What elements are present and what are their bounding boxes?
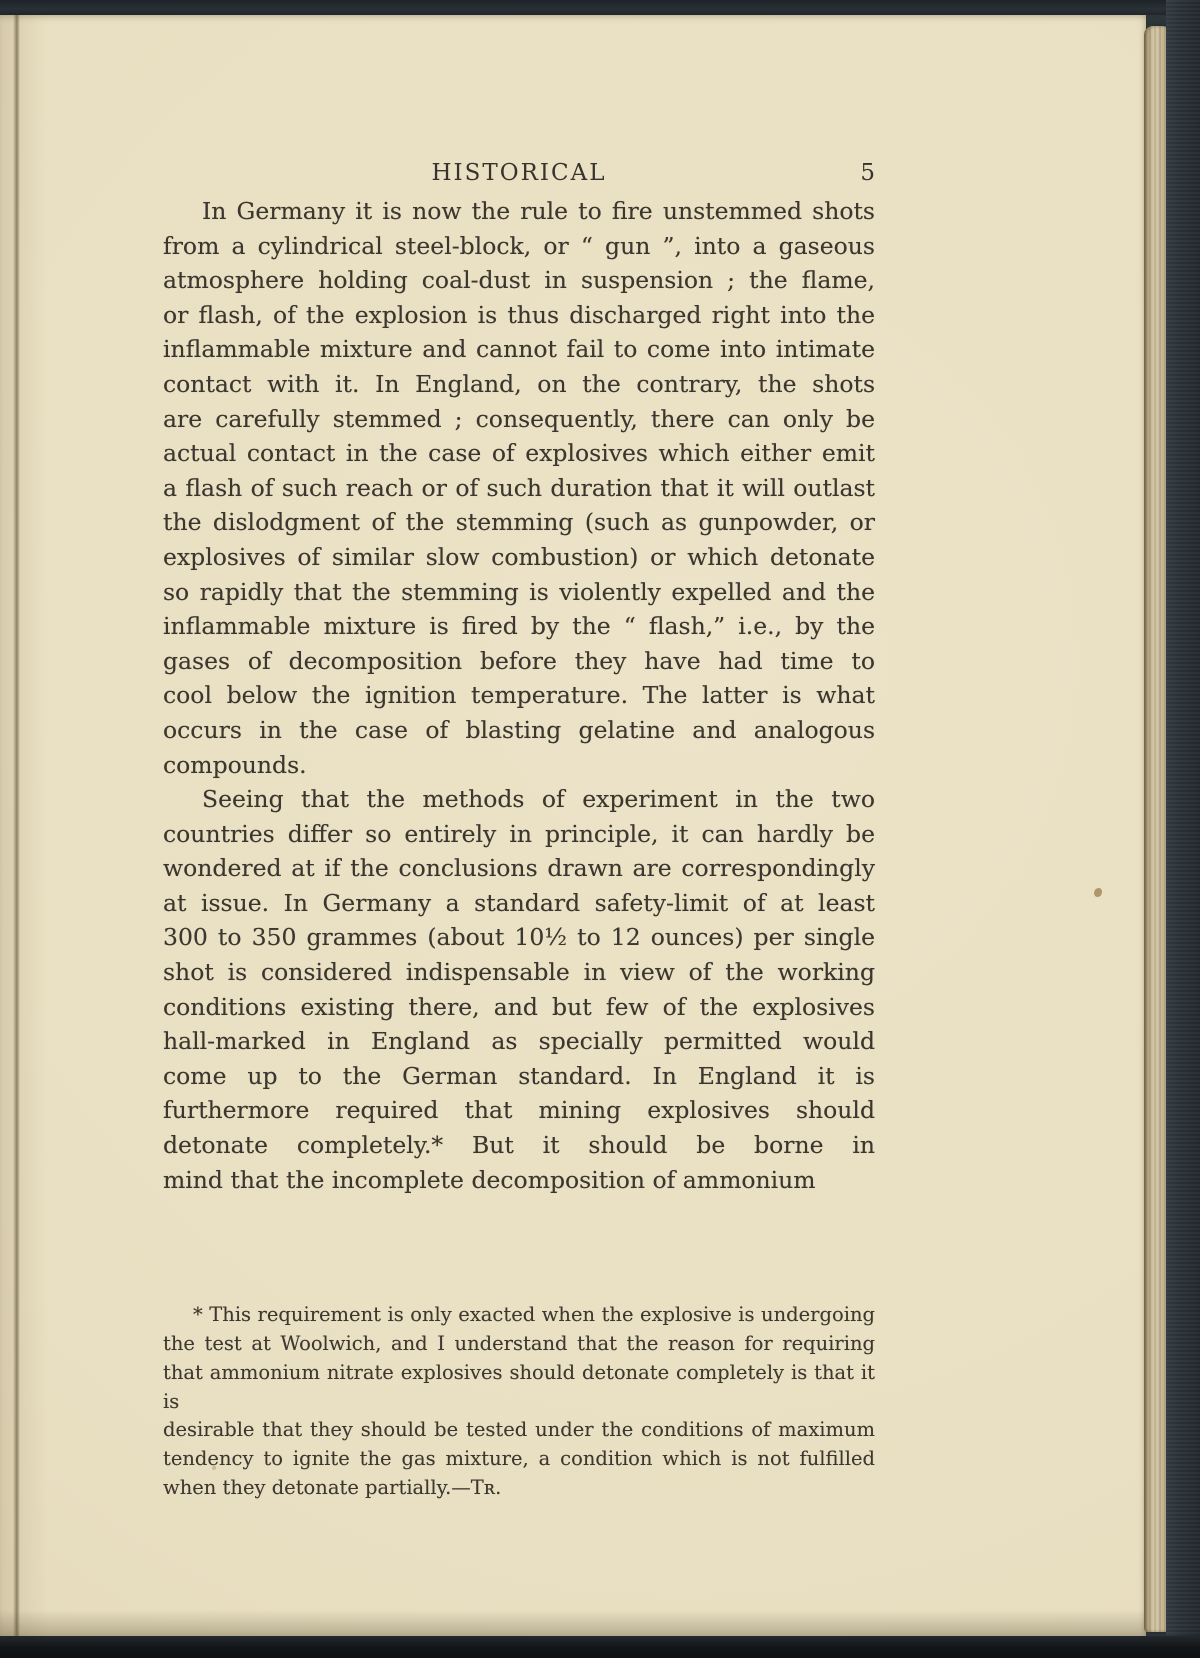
text-line: explosives of similar slow combustion) or which detonate: [163, 542, 875, 571]
paragraph: [163, 194, 875, 782]
text-line: detonate completely.* But it should be borne in: [163, 1131, 875, 1160]
text-line: from a cylindrical steel-block, or “ gun ”, into a gaseous: [163, 231, 875, 260]
text-line: at issue. In Germany a standard safety-limit of at least: [163, 888, 875, 917]
text-line: desirable that they should be tested under the conditions of maximum: [163, 1418, 875, 1442]
text-line: so rapidly that the stemming is violently expelled and the: [163, 577, 875, 606]
text-line: In Germany it is now the rule to fire unstemmed shots: [202, 197, 875, 225]
text-line: inflammable mixture and cannot fail to come into intimate: [163, 335, 875, 364]
text-line: inflammable mixture is fired by the “ flash,” i.e., by the: [163, 612, 875, 641]
text-line: gases of decomposition before they have had time to: [163, 646, 875, 675]
book-cover-bottom: [0, 1636, 1200, 1658]
footnote: [163, 1301, 875, 1503]
text-line: a flash of such reach or of such duration that it will outlast: [163, 473, 875, 502]
text-line: cool below the ignition temperature. The latter is what: [163, 681, 875, 710]
text-line: atmosphere holding coal-dust in suspension ; the flame,: [163, 266, 875, 295]
paragraph: [163, 782, 875, 1197]
binding-crease: [13, 14, 20, 1636]
book-cover-right: [1166, 0, 1200, 1658]
running-head: [163, 160, 875, 190]
text-line: * This requirement is only exacted when the explosive is undergoing: [193, 1303, 875, 1327]
text-line: or flash, of the explosion is thus discharged right into the: [163, 300, 875, 329]
text-line: come up to the German standard. In England it is: [163, 1061, 875, 1090]
text-line: actual contact in the case of explosives which either emit: [163, 439, 875, 468]
text-line: the dislodgment of the stemming (such as gunpowder, or: [163, 508, 875, 537]
text-line: that ammonium nitrate explosives should detonate completely is that it is: [163, 1360, 875, 1413]
text-line: conditions existing there, and but few of the explosives: [163, 992, 875, 1021]
text-line: are carefully stemmed ; consequently, there can only be: [163, 404, 875, 433]
text-line: furthermore required that mining explosives should: [163, 1096, 875, 1125]
text-line: shot is considered indispensable in view of the working: [163, 958, 875, 987]
book-page: [0, 14, 1146, 1636]
text-line: hall-marked in England as specially permitted would: [163, 1027, 875, 1056]
text-line: compounds.: [163, 750, 307, 779]
text-line: when they detonate partially.—Tʀ.: [163, 1476, 502, 1499]
text-line: Seeing that the methods of experiment in the two: [202, 785, 875, 814]
text-line: tendency to ignite the gas mixture, a condition which is not fulfilled: [163, 1447, 875, 1471]
page-title: HISTORICAL: [431, 160, 607, 186]
book-cover-top: [0, 0, 1200, 15]
text-line: occurs in the case of blasting gelatine and analogous: [163, 715, 875, 744]
text-line: countries differ so entirely in principle, it can hardly be: [163, 819, 875, 848]
paper-speck: [1094, 888, 1102, 897]
text-line: mind that the incomplete decomposition of ammonium: [163, 1165, 816, 1194]
gutter-shadow: [0, 14, 56, 1636]
text-line: the test at Woolwich, and I understand that the reason for requiring: [163, 1332, 875, 1356]
page-number: 5: [860, 160, 875, 186]
page-bottom-shadow: [0, 1610, 1146, 1636]
text-line: contact with it. In England, on the contrary, the shots: [163, 369, 875, 398]
text-line: wondered at if the conclusions drawn are correspondingly: [163, 854, 875, 883]
body-text: [163, 194, 875, 1503]
text-line: 300 to 350 grammes (about 10½ to 12 ounces) per single: [163, 923, 875, 952]
